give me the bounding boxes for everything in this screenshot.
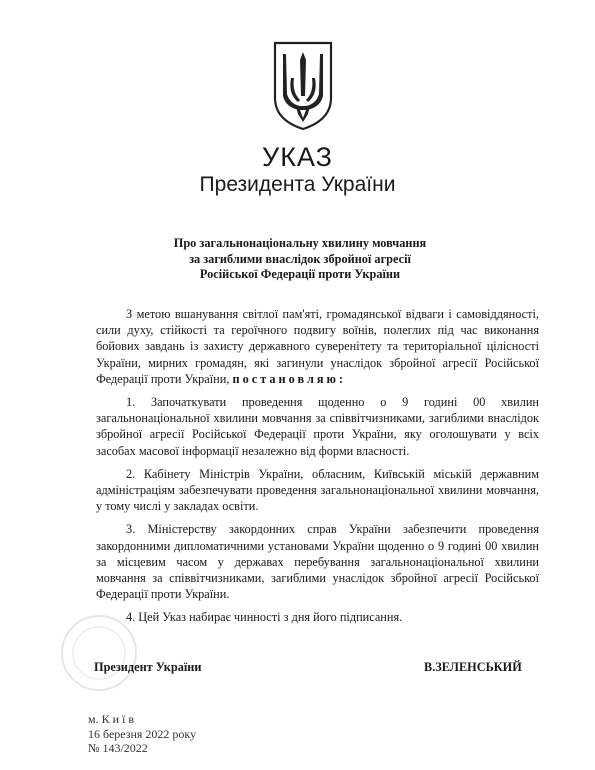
issue-details [88,712,196,756]
decree-heading-line: Про загальнонаціональну хвилину мовчання [173,236,427,250]
issue-place: м. К и ї в [88,712,135,726]
decree-point-4: 4. Цей Указ набирає чинності з дня його підписання. [126,610,403,625]
preamble-paragraph [96,306,539,387]
decree-point-3: 3. Міністерству закордонних справ України забезпечити проведення закордонними дипломатичними установами України щоденно о 9 годині 00 хвилин за місцевим часом у державах перебування загальнонаціональної хвилини мовчання за співвітчизниками, загиблими унаслідок збройної агресії Російської Федерації проти України. [96,522,539,602]
preamble-text: З метою вшанування світлої пам'яті, громадянської відваги і самовіддяності, сили духу, стійкості та героїчного подвигу воїнів, полеглих під час виконання бойових завдань із захисту державного суверенітету та територіальної цілісності України, мирних громадян, які загинули унаслідок збройної агресії Російської Федерації проти України, [96,307,539,386]
signatory-position: Президент України [94,660,202,674]
decree-point-2: 2. Кабінету Міністрів України, обласним, Київській міській державним адміністраціям забезпечувати проведення загальнонаціональної хвилини мовчання, у тому числі у закладах освіти. [96,466,539,514]
decree-heading-line: Російської Федерації проти України [199,267,401,281]
decree-number: № 143/2022 [88,741,148,755]
signatory-name: В.ЗЕЛЕНСЬКИЙ [424,660,522,674]
decree-body [96,306,539,626]
decree-heading [150,236,450,283]
trident-coat-of-arms-icon [272,40,334,132]
decree-heading-line: за загиблими внаслідок збройної агресії [189,251,411,266]
decree-keyword: постановляю: [232,371,346,386]
issue-date: 16 березня 2022 року [88,726,197,741]
document-subtitle: Президента України [199,173,396,196]
faded-official-seal-icon [58,612,140,694]
document-title: УКАЗ [262,142,333,172]
decree-point-1: 1. Започаткувати проведення щоденно о 9 годині 00 хвилин загальнонаціональної хвилини мовчання за співвітчизниками, загиблими внаслідок збройної агресії Російської Федерації проти України, яку оголошувати у всіх засобах масової інформації незалежно від форми власності. [96,395,539,458]
